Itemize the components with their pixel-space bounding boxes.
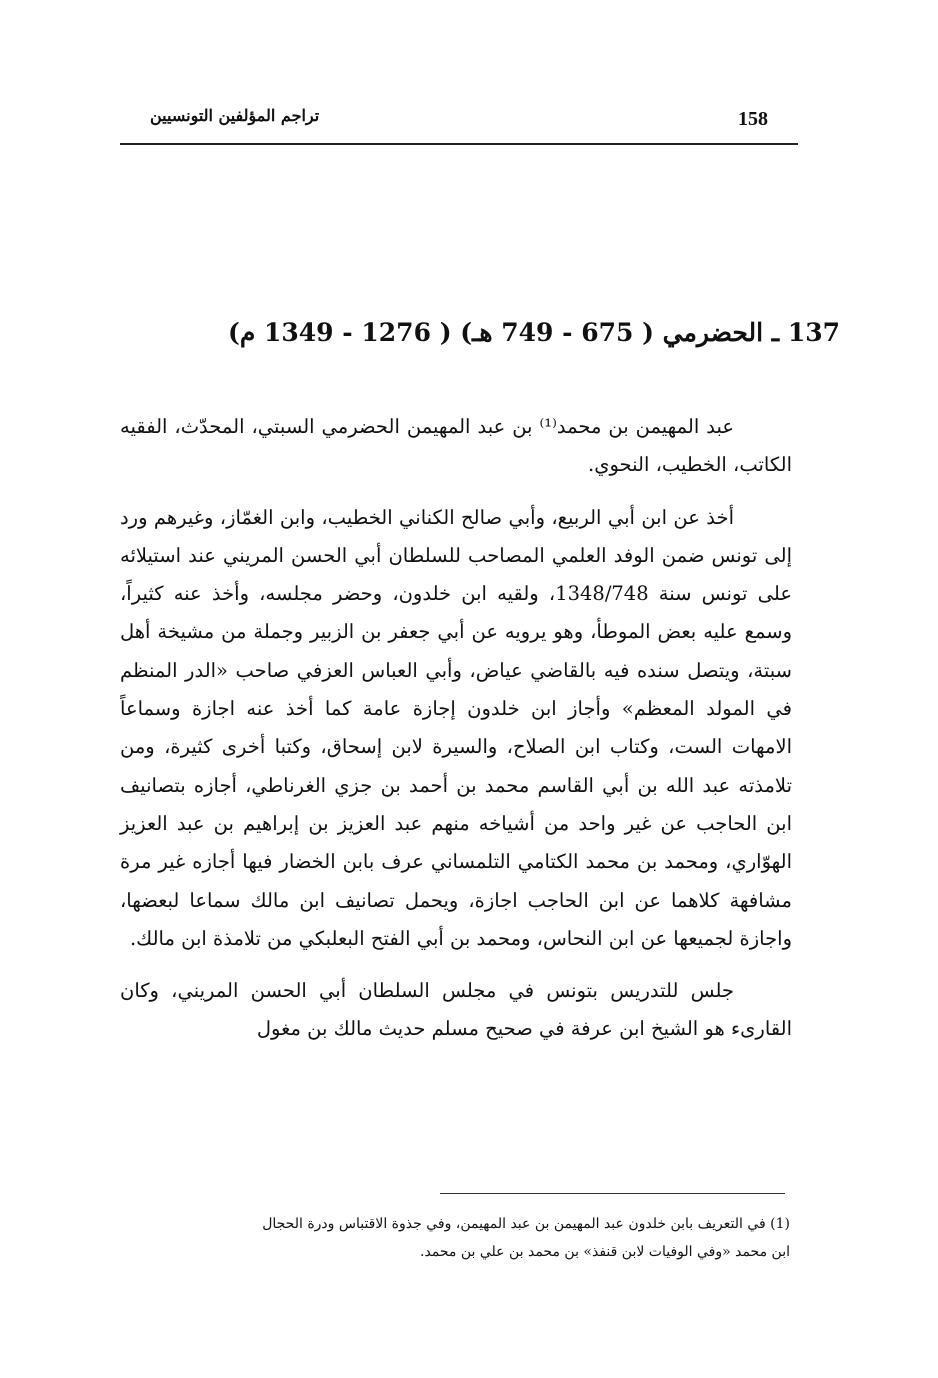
paragraph-identity: عبد المهيمن بن محمد⁽¹⁾ بن عبد المهيمن الحضرمي السبتي، المحدّث، الفقيه الكاتب، الخطيب، النحوي. xyxy=(120,415,792,477)
paragraph-teachers: أخذ عن ابن أبي الربيع، وأبي صالح الكناني الخطيب، وابن الغمّاز، وغيرهم ورد إلى تونس ضمن الوفد العلمي المصاحب للسلطان أبي الحسن المريني عند استيلائه على تونس سنة 1348/748، ولقيه ابن خلدون، وحضر مجلسه، وأخذ عنه كثيراً، وسمع عليه بعض الموطأ، وهو يرويه عن أبي جعفر بن الزبير وجملة من مشيخة أهل سبتة، ويتصل سنده فيه بالقاضي عياض، وأبي العباس العزفي صاحب «الدر المنظم في المولد المعظم» وأجاز ابن خلدون إجازة عامة كما أخذ عنه اجازة وسماعاً الامهات الست، وكتاب ابن الصلاح، والسيرة لابن إسحاق، وكتبا أخرى كثيرة، ومن تلامذته عبد الله بن أبي القاسم محمد بن أحمد بن جزي الغرناطي، أجازه بتصانيف ابن الحاجب عن غير واحد من أشياخه منهم عبد العزيز بن إبراهيم بن عبد العزيز الهوّاري، ومحمد بن محمد الكتامي التلمساني عرف بابن الخضار فيها أجازه غير مرة مشافهة كلاهما عن ابن الحاجب اجازة، ويحمل تصانيف ابن مالك سماعا لبعضها، واجازة لجميعها عن ابن النحاس، ومحمد بن أبي الفتح البعلبكي من تلامذة ابن مالك. xyxy=(120,505,792,950)
footnote-divider xyxy=(440,1193,785,1194)
page-number: 158 xyxy=(738,108,768,130)
paragraph-teaching: جلس للتدريس بتونس في مجلس السلطان أبي الحسن المريني، وكان القارىء هو الشيخ ابن عرفة في صحيح مسلم حديث مالك بن مغول xyxy=(120,979,792,1041)
running-title: تراجم المؤلفين التونسيين xyxy=(150,106,320,125)
entry-title: 137 ـ الحضرمي ( 675 - 749 هـ) ( 1276 - 1349 م) xyxy=(227,318,840,347)
footnotes xyxy=(118,1210,790,1266)
entry-body xyxy=(120,408,792,1049)
footnote-line: ابن محمد «وفي الوفيات لابن قنفذ» بن محمد بن علي بن محمد. xyxy=(420,1244,790,1260)
header-divider xyxy=(120,143,798,145)
footnote-line: (1) في التعريف بابن خلدون عبد المهيمن بن عبد المهيمن، وفي جذوة الاقتباس ودرة الحجال xyxy=(262,1216,790,1232)
page-header xyxy=(120,96,798,142)
